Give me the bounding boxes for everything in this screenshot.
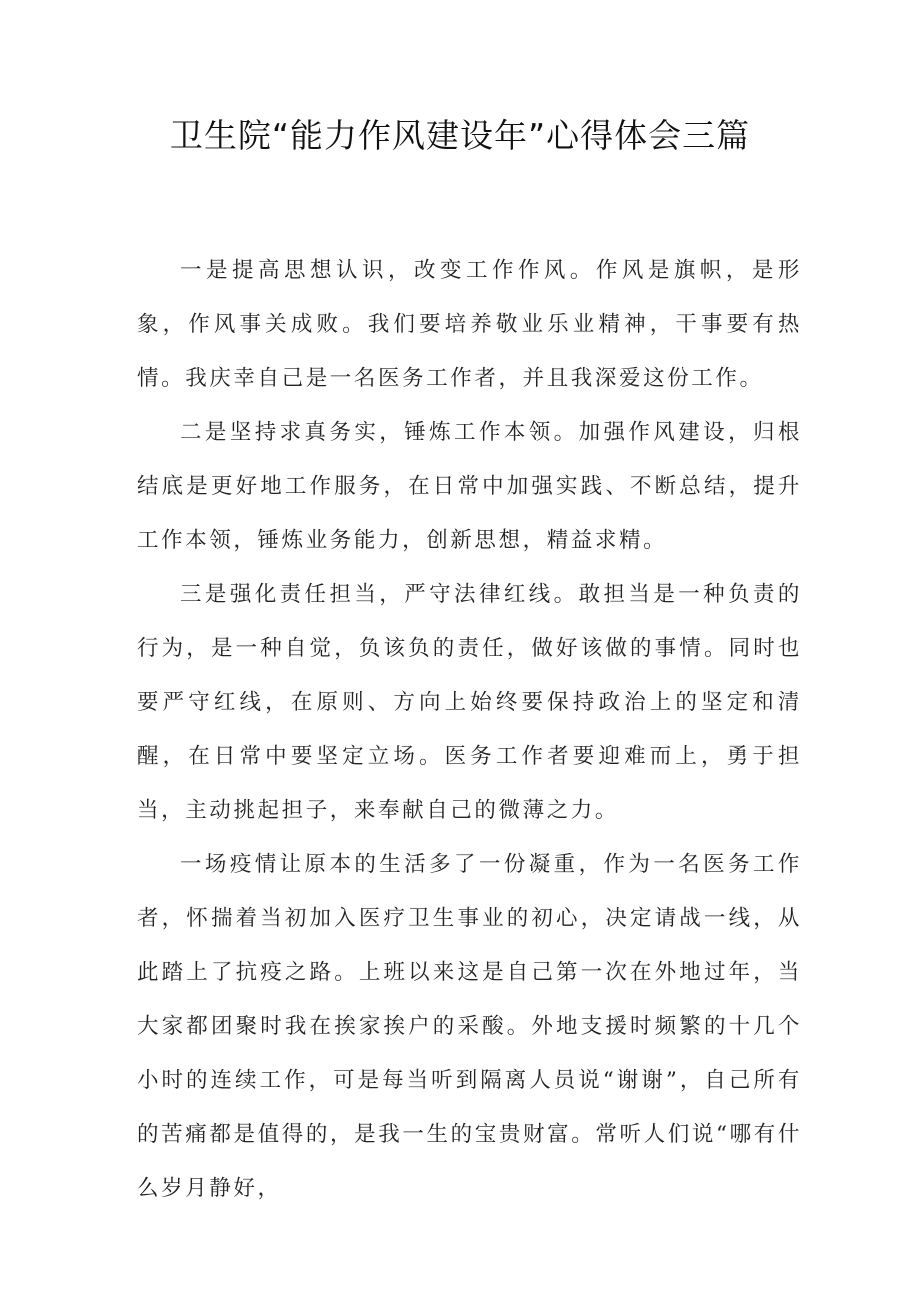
paragraph-4: 一场疫情让原本的生活多了一份凝重，作为一名医务工作者，怀揣着当初加入医疗卫生事业的初心，决定请战一线，从此踏上了抗疫之路。上班以来这是自己第一次在外地过年，当大家都团聚时我在挨家挨户的采酸。外地支援时频繁的十几个小时的连续工作，可是每当听到隔离人员说“谢谢”，自己所有的苦痛都是值得的，是我一生的宝贵财富。常听人们说“哪有什么岁月静好， [137, 852, 802, 1201]
paragraph-1: 一是提高思想认识，改变工作作风。作风是旗帜，是形象，作风事关成败。我们要培养敬业乐业精神，干事要有热情。我庆幸自己是一名医务工作者，并且我深爱这份工作。 [137, 258, 802, 391]
document-body [137, 244, 802, 1216]
document-title: 卫生院“能力作风建设年”心得体会三篇 [169, 116, 751, 155]
paragraph-3: 三是强化责任担当，严守法律红线。敢担当是一种负责的行为，是一种自觉，负该负的责任，做好该做的事情。同时也要严守红线，在原则、方向上始终要保持政治上的坚定和清醒，在日常中要坚定立场。医务工作者要迎难而上，勇于担当，主动挑起担子，来奉献自己的微薄之力。 [137, 582, 802, 823]
paragraph-2: 二是坚持求真务实，锤炼工作本领。加强作风建设，归根结底是更好地工作服务，在日常中加强实践、不断总结，提升工作本领，锤炼业务能力，创新思想，精益求精。 [137, 420, 802, 553]
